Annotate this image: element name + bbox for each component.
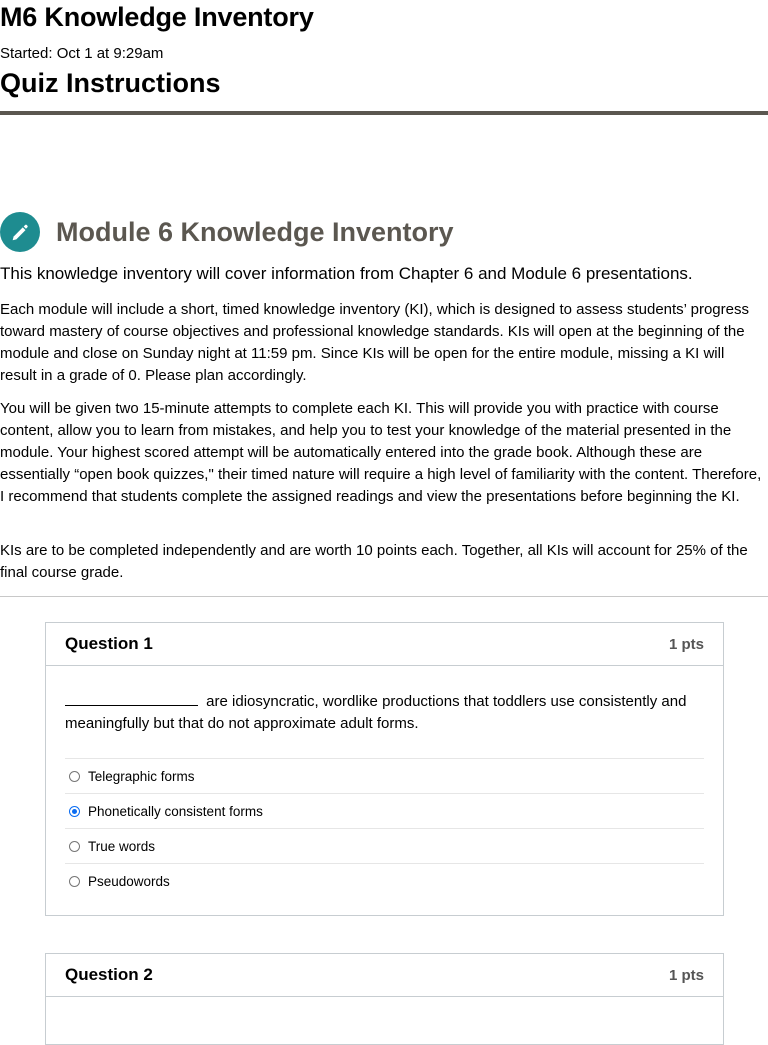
answer-label: Pseudowords (88, 873, 170, 889)
radio-button[interactable] (69, 771, 80, 782)
answer-option[interactable] (65, 759, 704, 794)
quiz-instructions-heading: Quiz Instructions (0, 68, 221, 98)
question-points: 1 pts (668, 966, 704, 984)
question-points: 1 pts (668, 635, 704, 653)
question-2-card (45, 953, 724, 1045)
module-heading-row (0, 212, 454, 252)
radio-button-selected[interactable] (69, 806, 80, 817)
question-1-card (45, 622, 724, 916)
module-heading: Module 6 Knowledge Inventory (56, 216, 454, 247)
question-text (46, 666, 723, 735)
started-time: Started: Oct 1 at 9:29am (0, 45, 164, 62)
question-title: Question 1 (65, 634, 153, 653)
answer-option[interactable] (65, 864, 704, 898)
fill-in-blank-line (65, 691, 198, 706)
quiz-title: M6 Knowledge Inventory (0, 2, 314, 32)
question-header (46, 954, 723, 997)
answer-option[interactable] (65, 794, 704, 829)
answer-label: True words (88, 838, 156, 854)
header-divider (0, 111, 768, 115)
instructions-paragraph: Each module will include a short, timed knowledge inventory (KI), which is designed to assess students’ progress toward mastery of course objectives and professional knowledge standards. KIs will open at the beginning of the module and close on Sunday night at 11:59 pm. Since KIs will be open for the entire module, missing a KI will result in a grade of 0. Please plan accordingly. (0, 301, 749, 384)
section-divider (0, 596, 768, 597)
module-intro: This knowledge inventory will cover information from Chapter 6 and Module 6 presentations. (0, 264, 693, 283)
answer-list (65, 758, 704, 898)
answer-label: Telegraphic forms (88, 768, 195, 784)
answer-option[interactable] (65, 829, 704, 864)
instructions-paragraph: You will be given two 15-minute attempts to complete each KI. This will provide you with practice with course content, allow you to learn from mistakes, and help you to test your knowledge of the material presented in the module. Your highest scored attempt will be automatically entered into the grade book. Although these are essentially “open book quizzes," their timed nature will require a high level of familiarity with the content. Therefore, I recommend that students complete the assigned readings and view the presentations before beginning the KI. (0, 400, 762, 505)
radio-button[interactable] (69, 841, 80, 852)
instructions-paragraph: KIs are to be completed independently and are worth 10 points each. Together, all KIs will account for 25% of the final course grade. (0, 542, 748, 581)
question-title: Question 2 (65, 965, 153, 984)
question-header (46, 623, 723, 666)
pencil-icon (0, 212, 40, 252)
answer-label: Phonetically consistent forms (88, 803, 263, 819)
radio-button[interactable] (69, 876, 80, 887)
question-stem: are idiosyncratic, wordlike productions that toddlers use consistently and meaningfully but that do not approximate adult forms. (65, 693, 687, 732)
